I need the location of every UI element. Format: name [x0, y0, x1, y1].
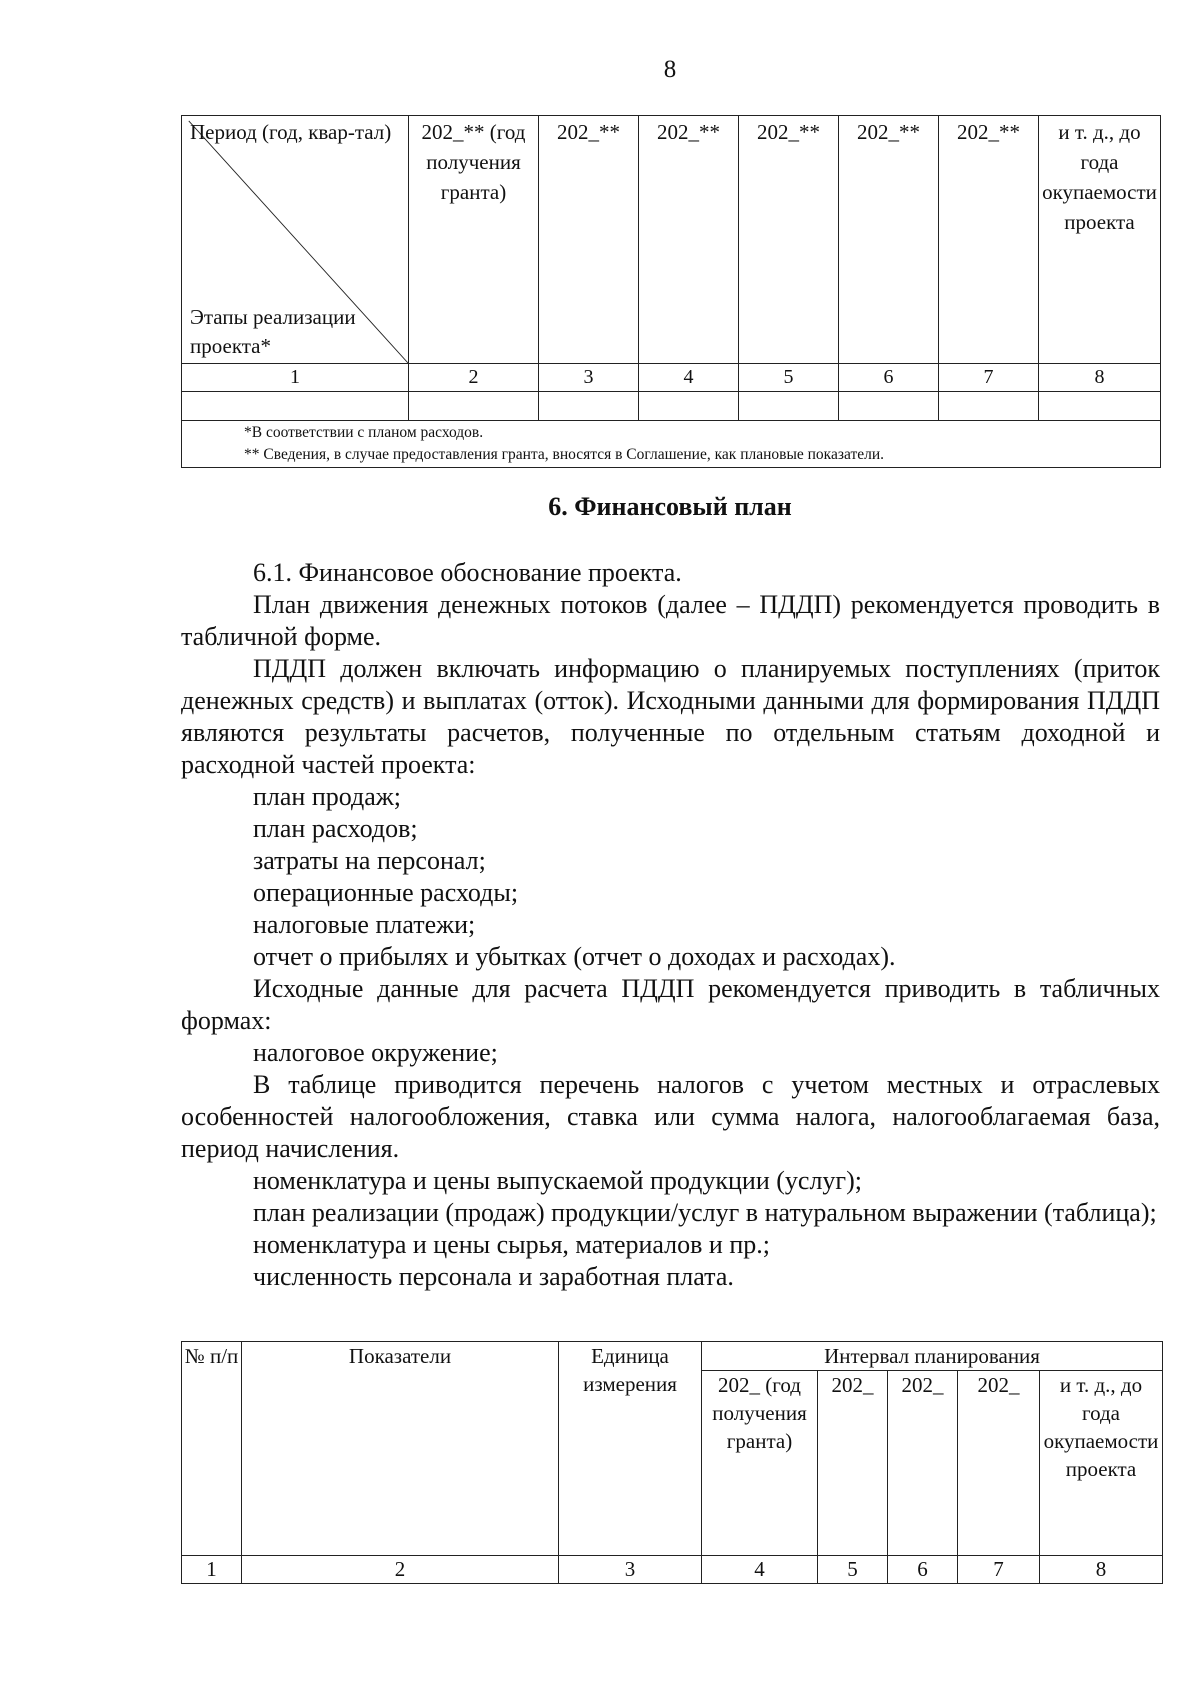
period-label: Период (год, квар-тал): [190, 120, 392, 144]
empty-cell: [839, 392, 939, 421]
footnotes-row: [182, 421, 1161, 468]
section-heading: 6. Финансовый план: [548, 492, 792, 521]
list-item: номенклатура и цены сырья, материалов и пр.;: [253, 1230, 770, 1259]
header-year-7: 202_: [958, 1371, 1040, 1556]
paragraph: 6.1. Финансовое обоснование проекта.: [253, 558, 682, 587]
paragraph: план реализации (продаж) продукции/услуг в натуральном выражении (таблица);: [253, 1198, 1157, 1227]
header-unit: Единица измерения: [559, 1342, 702, 1556]
header-last-col: и т. д., до года окупаемости проекта: [1039, 116, 1161, 364]
list-item: план расходов;: [253, 814, 418, 843]
col-number: 3: [539, 364, 639, 392]
table-header-row-1: [182, 1342, 1163, 1371]
list-item: отчет о прибылях и убытках (отчет о доходах и расходах).: [253, 942, 896, 971]
list-item: численность персонала и заработная плата.: [253, 1262, 734, 1291]
col-number: 4: [702, 1556, 818, 1584]
header-interval: Интервал планирования: [702, 1342, 1163, 1371]
header-year-6: 202_**: [839, 116, 939, 364]
diagonal-header-cell: [182, 116, 409, 364]
header-year-5: 202_**: [739, 116, 839, 364]
col-number: 8: [1040, 1556, 1163, 1584]
indicators-table: [181, 1341, 1163, 1584]
paragraph: ПДДП должен включать информацию о планируемых поступлениях (приток денежных средств) и выплатах (отток). Исходными данными для формирования ПДДП являются результаты расчетов, полученные по отдельным статьям доходной и расходной частей проекта:: [181, 654, 1160, 779]
header-first-year: 202_** (год получения гранта): [409, 116, 539, 364]
header-year-3: 202_**: [539, 116, 639, 364]
header-year-5: 202_: [818, 1371, 888, 1556]
col-number: 6: [839, 364, 939, 392]
empty-cell: [409, 392, 539, 421]
empty-data-row: [182, 392, 1161, 421]
col-number: 5: [739, 364, 839, 392]
empty-cell: [539, 392, 639, 421]
paragraph: В таблице приводится перечень налогов с учетом местных и отраслевых особенностей налогообложения, ставка или сумма налога, налогооблагаемая база, период начисления.: [181, 1070, 1160, 1163]
empty-cell: [639, 392, 739, 421]
list-item: налоговое окружение;: [253, 1038, 498, 1067]
paragraph: Исходные данные для расчета ПДДП рекомендуется приводить в табличных формах:: [181, 974, 1160, 1035]
empty-cell: [182, 392, 409, 421]
list-item: операционные расходы;: [253, 878, 519, 907]
col-number: 2: [242, 1556, 559, 1584]
list-item: номенклатура и цены выпускаемой продукции (услуг);: [253, 1166, 862, 1195]
paragraph: План движения денежных потоков (далее – ПДДП) рекомендуется проводить в табличной форме.: [181, 590, 1160, 651]
header-indicators: Показатели: [242, 1342, 559, 1556]
empty-cell: [939, 392, 1039, 421]
col-number: 7: [939, 364, 1039, 392]
column-numbers-row: [182, 364, 1161, 392]
stages-label: Этапы реализации проекта*: [190, 305, 356, 358]
column-numbers-row: [182, 1556, 1163, 1584]
list-item: налоговые платежи;: [253, 910, 476, 939]
empty-cell: [739, 392, 839, 421]
empty-cell: [1039, 392, 1161, 421]
header-year-6: 202_: [888, 1371, 958, 1556]
footnote-1: *В соответствии с планом расходов.: [244, 424, 484, 441]
header-last-col: и т. д., до года окупаемости проекта: [1040, 1371, 1163, 1556]
header-year-4: 202_**: [639, 116, 739, 364]
col-number: 8: [1039, 364, 1161, 392]
col-number: 4: [639, 364, 739, 392]
col-number: 1: [182, 364, 409, 392]
project-stages-table: [181, 115, 1161, 468]
col-number: 3: [559, 1556, 702, 1584]
header-number: № п/п: [182, 1342, 242, 1556]
page-number: 8: [663, 56, 677, 83]
header-year-7: 202_**: [939, 116, 1039, 364]
footnote-2: ** Сведения, в случае предоставления гранта, вносятся в Соглашение, как плановые показатели.: [244, 446, 885, 463]
table-header-row: [182, 116, 1161, 364]
col-number: 7: [958, 1556, 1040, 1584]
header-first-year: 202_ (год получения гранта): [702, 1371, 818, 1556]
col-number: 5: [818, 1556, 888, 1584]
footnotes-cell: [182, 421, 1161, 468]
list-item: затраты на персонал;: [253, 846, 486, 875]
col-number: 2: [409, 364, 539, 392]
col-number: 6: [888, 1556, 958, 1584]
list-item: план продаж;: [253, 782, 401, 811]
body-text: [181, 557, 1160, 1293]
col-number: 1: [182, 1556, 242, 1584]
